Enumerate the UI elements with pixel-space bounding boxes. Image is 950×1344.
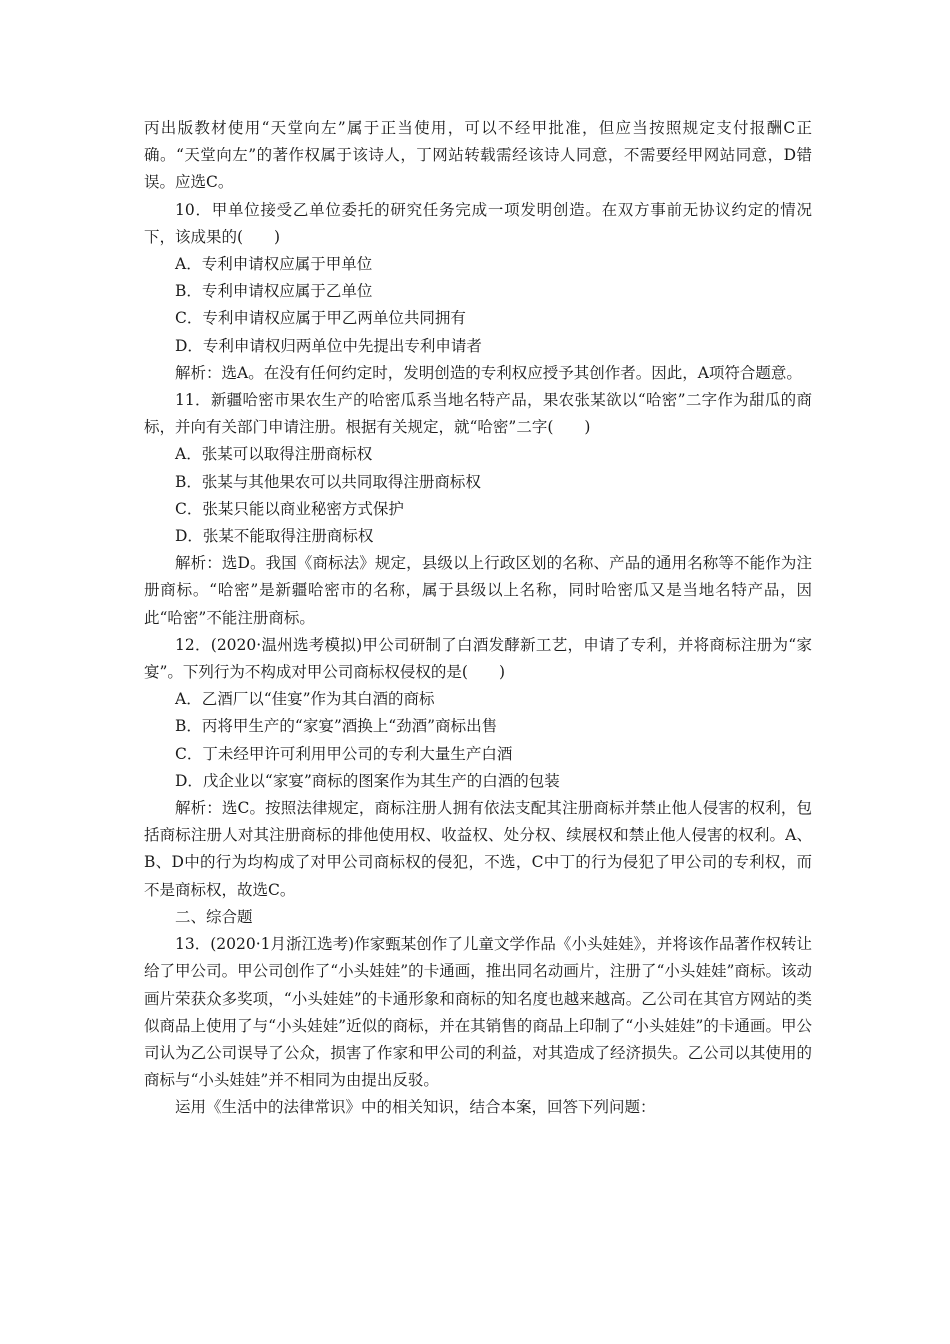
question-10-option-d: D．专利申请权归两单位中先提出专利申请者 <box>175 336 482 355</box>
document-page <box>144 115 812 1122</box>
question-11-stem: 11．新疆哈密市果农生产的哈密瓜系当地名特产品，果农张某欲以“哈密”二字作为甜瓜的商标，并向有关部门申请注册。根据有关规定，就“哈密”二字( ) <box>144 391 812 437</box>
question-12-option-d: D．戊企业以“家宴”商标的图案作为其生产的白酒的包装 <box>175 771 560 790</box>
question-12-analysis: 解析：选C。按照法律规定，商标注册人拥有依法支配其注册商标并禁止他人侵害的权利，包括商标注册人对其注册商标的排他使用权、收益权、处分权、续展权和禁止他人侵害的权利。A、B、D中的行为均构成了对甲公司商标权的侵犯，不选，C中丁的行为侵犯了甲公司的专利权，而不是商标权，故选C。 <box>144 799 812 899</box>
question-10-analysis: 解析：选A。在没有任何约定时，发明创造的专利权应授予其创作者。因此，A项符合题意。 <box>175 363 802 382</box>
question-11-option-d: D．张某不能取得注册商标权 <box>175 527 374 546</box>
question-11-analysis: 解析：选D。我国《商标法》规定，县级以上行政区划的名称、产品的通用名称等不能作为注册商标。“哈密”是新疆哈密市的名称，属于县级以上名称，同时哈密瓜又是当地名特产品，因此“哈密”不能注册商标。 <box>144 554 812 627</box>
question-13-prompt: 运用《生活中的法律常识》中的相关知识，结合本案，回答下列问题： <box>175 1098 656 1117</box>
question-10-stem: 10．甲单位接受乙单位委托的研究任务完成一项发明创造。在双方事前无协议约定的情况下，该成果的( ) <box>144 200 812 246</box>
question-10-option-c: C．专利申请权应属于甲乙两单位共同拥有 <box>175 309 466 328</box>
question-12-option-b: B．丙将甲生产的“家宴”酒换上“劲酒”商标出售 <box>175 717 498 736</box>
question-12-option-c: C．丁未经甲许可利用甲公司的专利大量生产白酒 <box>175 744 513 763</box>
question-13-stem: 13．(2020·1月浙江选考)作家甄某创作了儿童文学作品《小头娃娃》，并将该作品著作权转让给了甲公司。甲公司创作了“小头娃娃”的卡通画，推出同名动画片，注册了“小头娃娃”商标。该动画片荣获众多奖项，“小头娃娃”的卡通形象和商标的知名度也越来越高。乙公司在其官方网站的类似商品上使用了与“小头娃娃”近似的商标，并在其销售的商品上印制了“小头娃娃”的卡通画。甲公司认为乙公司误导了公众，损害了作家和甲公司的利益，对其造成了经济损失。乙公司以其使用的商标与“小头娃娃”并不相同为由提出反驳。 <box>144 935 812 1090</box>
question-11-option-b: B．张某与其他果农可以共同取得注册商标权 <box>175 472 481 491</box>
paragraph: 丙出版教材使用“天堂向左”属于正当使用，可以不经甲批准，但应当按照规定支付报酬C正确。“天堂向左”的著作权属于该诗人，丁网站转载需经该诗人同意，不需要经甲网站同意，D错误。应选C。 <box>144 119 812 192</box>
question-12-stem: 12．(2020·温州选考模拟)甲公司研制了白酒发酵新工艺，申请了专利，并将商标注册为“家宴”。下列行为不构成对甲公司商标权侵权的是( ) <box>144 635 812 682</box>
section-heading: 二、综合题 <box>175 907 253 926</box>
question-11-option-c: C．张某只能以商业秘密方式保护 <box>175 499 404 518</box>
question-10-option-a: A．专利申请权应属于甲单位 <box>175 255 373 274</box>
question-10-option-b: B．专利申请权应属于乙单位 <box>175 282 373 301</box>
question-12-option-a: A．乙酒厂以“佳宴”作为其白酒的商标 <box>175 690 435 709</box>
question-11-option-a: A．张某可以取得注册商标权 <box>175 445 373 464</box>
